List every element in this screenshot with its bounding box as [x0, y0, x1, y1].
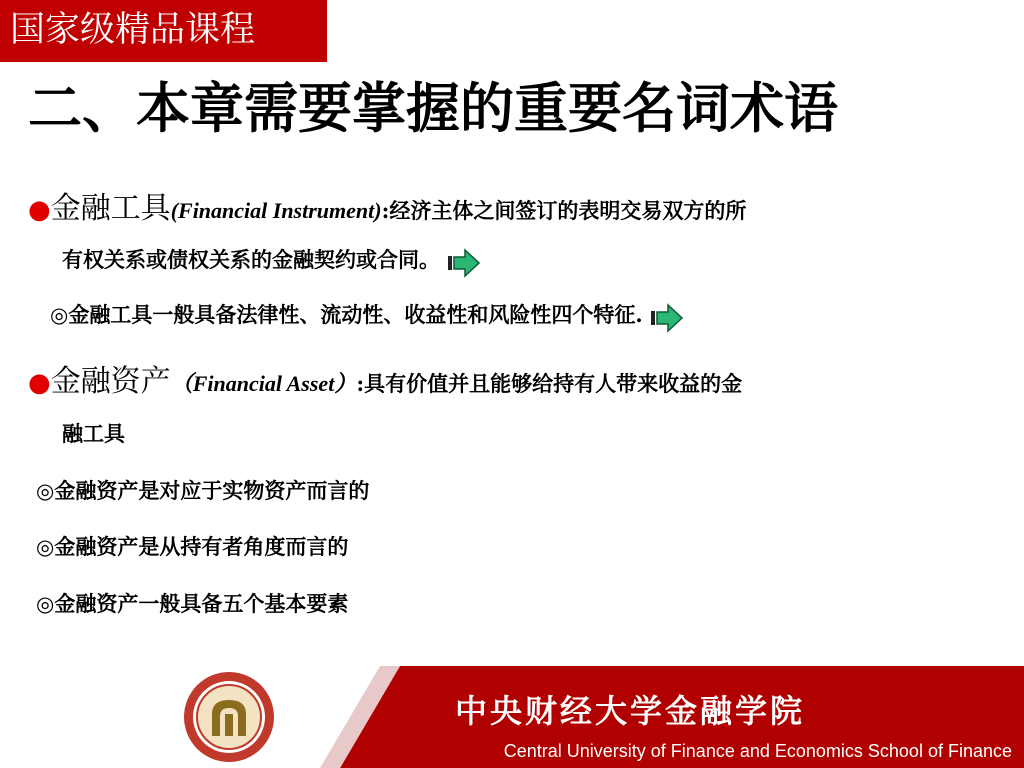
footer-school-cn: 中央财经大学金融学院 [455, 692, 806, 730]
term-instrument: 金融工具 [50, 191, 171, 226]
arrow-right-icon[interactable] [448, 247, 480, 279]
paren-close: ） [334, 371, 357, 396]
university-seal-icon [182, 670, 276, 764]
sub-asset-1-text: 金融资产是对应于实物资产而言的 [54, 478, 370, 503]
bullet-instrument [28, 183, 746, 227]
sub-instrument-text: 金融工具一般具备法律性、流动性、收益性和风险性四个特征. [68, 302, 643, 327]
def-asset-line2: 融工具 [62, 421, 125, 446]
term-asset: 金融资产 [50, 364, 171, 399]
paren-close: ) [374, 198, 382, 223]
bullet-marker: ● [28, 195, 51, 225]
sub-instrument [50, 299, 683, 334]
sub-marker: ◎ [36, 478, 55, 503]
sub-asset-2-text: 金融资产是从持有者角度而言的 [54, 534, 349, 559]
def-instrument-line1: 经济主体之间签订的表明交易双方的所 [389, 198, 747, 223]
sub-marker: ◎ [36, 591, 55, 616]
sub-marker: ◎ [50, 302, 69, 327]
footer-school-en: Central University of Finance and Economics School of Finance [503, 741, 1012, 761]
sub-asset-3 [36, 588, 348, 618]
colon: : [381, 198, 390, 223]
def-instrument-cont [62, 244, 480, 279]
paren-open: （ [170, 371, 193, 396]
term-instrument-english: Financial Instrument [178, 198, 375, 223]
bullet-asset [28, 356, 742, 400]
page-title: 二、本章需要掌握的重要名词术语 [28, 77, 838, 140]
def-instrument-line2: 有权关系或债权关系的金融契约或合同。 [62, 247, 440, 272]
def-asset-line1: 具有价值并且能够给持有人带来收益的金 [364, 371, 743, 396]
colon: : [356, 371, 365, 396]
sub-marker: ◎ [36, 534, 55, 559]
bullet-marker: ● [28, 368, 51, 398]
term-asset-english: Financial Asset [192, 371, 335, 396]
sub-asset-2 [36, 531, 348, 561]
paren-open: ( [170, 198, 179, 223]
course-badge-label: 国家级精品课程 [10, 10, 256, 50]
def-asset-cont [62, 418, 125, 448]
arrow-right-icon[interactable] [651, 302, 683, 334]
sub-asset-3-text: 金融资产一般具备五个基本要素 [54, 591, 349, 616]
course-badge [0, 0, 327, 62]
sub-asset-1 [36, 475, 369, 505]
